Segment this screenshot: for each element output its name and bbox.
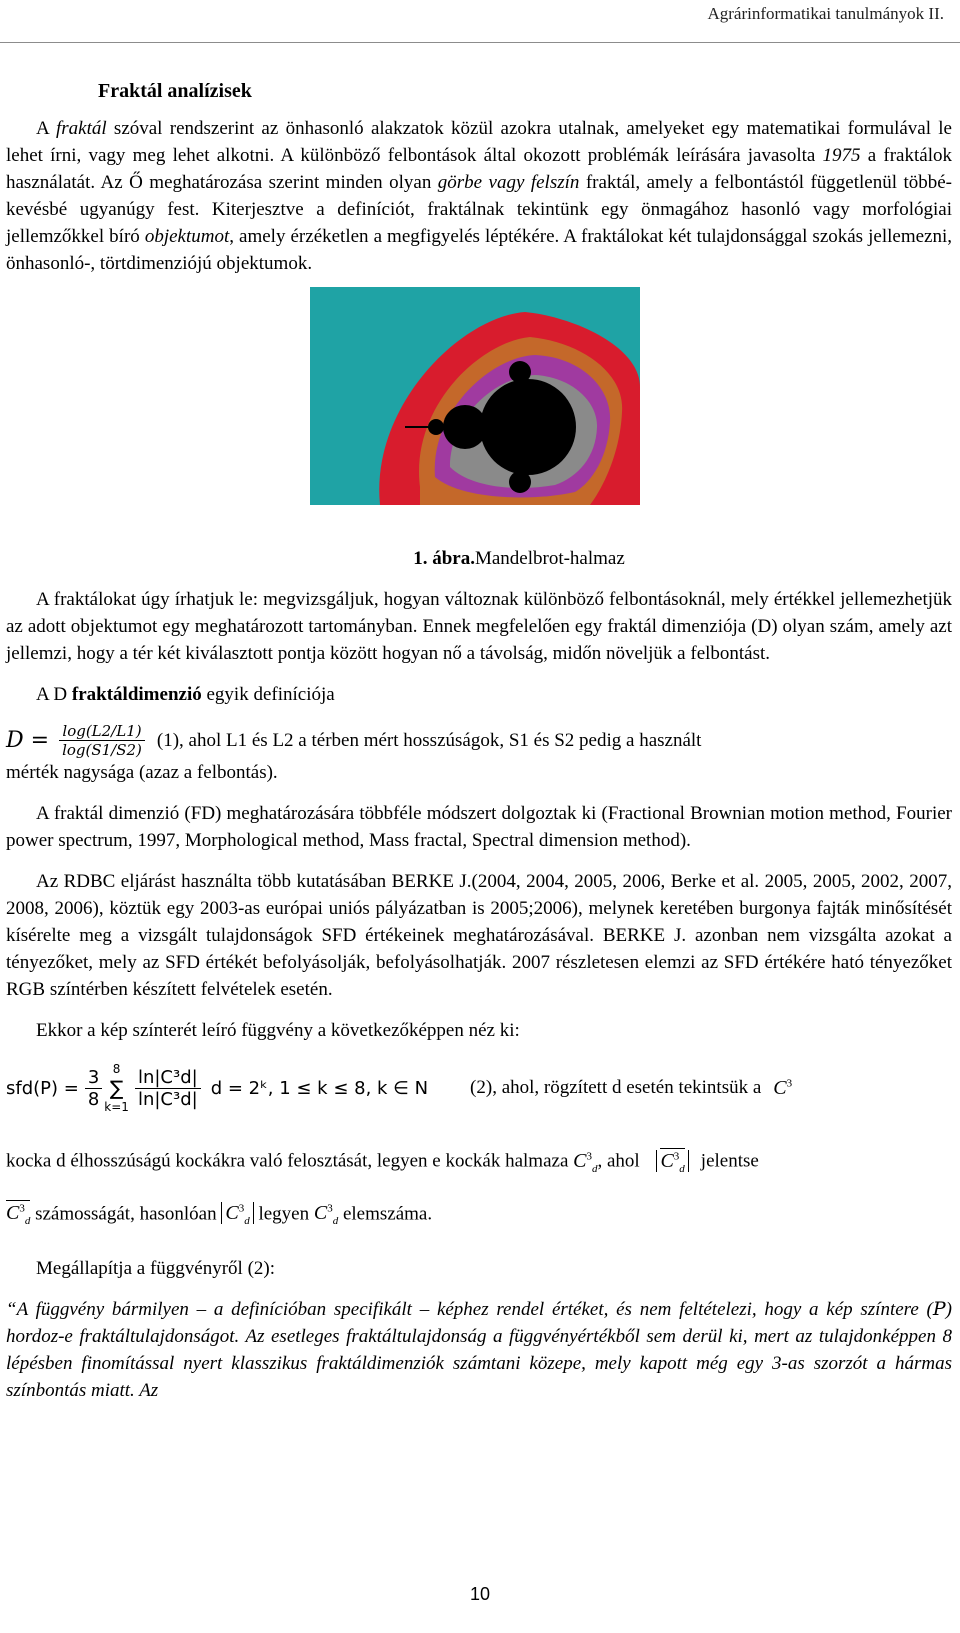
symbol-cd3-2: $C^3_d$ [313, 1202, 339, 1228]
symbol-abs-cd3: $C^3_d$ [656, 1150, 688, 1172]
paragraph-cube-partition: kocka d élhosszúságú kockákra való felosztását, legyen e kockák halmaza $C^3_d$, ahol $C^3_d$ jelentse [6, 1149, 759, 1175]
formula-1-numerator: log(L2/L1) [59, 722, 144, 741]
paragraph-quote: “A függvény bármilyen – a definícióban specifikált – képhez rendel értéket, és nem feltételezi, hogy a kép színtere (P) hordoz-e fraktáltulajdonságot. Az esetleges fraktáltulajdonság a függvényértékből sem derül ki, mert az tulajdonképpen 8 lépésben finomítással nyert klasszikus fraktáldimenziók számtani közepe, mely kapott még egy 3-as szorzót a hármas színbontás miatt. Az [6, 1298, 952, 1402]
formula-2-coefficient: $\frac{3}{8}$ [85, 1067, 102, 1110]
page-content [6, 72, 952, 1404]
paragraph-definition-intro: A D fraktáldimenzió egyik definíciója [36, 684, 335, 705]
paragraph-function-statement: Megállapítja a függvényről (2): [36, 1258, 276, 1280]
formula-1-explanation: (1), ahol L1 és L2 a térben mért hosszúságok, S1 és S2 pedig a használt [156, 729, 702, 751]
running-header: Agrárinformatikai tanulmányok II. [707, 4, 944, 23]
paragraph-description: A fraktálokat úgy írhatjuk le: megvizsgáljuk, hogyan változnak különböző felbontásoknál, mely értékkel jellemezhetjük az adott objektumot egy meghatározott tartományban. Ennek megfelelően egy fraktál dimenziója (D) olyan szám, amely azt jellemzi, hogy a tér két kiválasztott pontja között hogyan nő a távolság, midőn növeljük a felbontást. [6, 589, 952, 664]
formula-1-denominator: log(S1/S2) [62, 741, 142, 759]
term-fraktal: fraktál [55, 118, 107, 139]
mandelbrot-bulb [443, 405, 487, 449]
formula-2-inner-fraction: $\frac{\text{ln|C³d|}}{\text{ln|C³d|}}$ [135, 1067, 201, 1110]
symbol-c3: $C^3$ [773, 1076, 793, 1099]
formula-1-lhs: D = [6, 728, 50, 753]
section-heading: Fraktál analízisek [98, 80, 252, 102]
figure-caption: 1. ábra.Mandelbrot-halmaz [413, 548, 625, 569]
formula-1-continuation: mérték nagysága (azaz a felbontás). [6, 762, 278, 783]
paragraph-function-intro: Ekkor a kép színterét leíró függvény a következőképpen néz ki: [36, 1020, 520, 1041]
formula-2-explanation: (2), ahol, rögzített d esetén tekintsük a [470, 1077, 762, 1098]
formula-2-lhs: sfd(P) = [6, 1077, 79, 1099]
symbol-abs-cd3-2: $C^3_d$ [221, 1202, 253, 1224]
term-objektum: objektumot [144, 226, 230, 247]
formula-2-row [6, 1062, 952, 1114]
symbol-cd3: $C^3_d$ [573, 1149, 598, 1175]
formula-2-rhs: d = 2ᵏ, 1 ≤ k ≤ 8, k ∈ N [210, 1077, 429, 1099]
paragraph-fractal-intro: A fraktál szóval rendszerint az önhasonló alakzatok közül azokra utalnak, amelyeket egy matematikai formulával le lehet írni, vagy meg lehet alkotni. A különböző felbontások által okozott problémák leírására javasolta 1975 a fraktálok használatát. Az Ő meghatározása szerint minden olyan görbe vagy felszín fraktál, amely a felbontástól függetlenül többé-kevésbé ugyanúgy fest. Kiterjesztve a definíciót, fraktálnak tekintünk egy önmagához hasonló vagy morfológiai jellemzőkkel bíró objektumot, amely érzéketlen a megfigyelés léptékére. A fraktálokat két tulajdonsággal szokás jellemezni, önhasonló-, törtdimenziójú objektumok. [6, 118, 952, 274]
term-gorbe: görbe vagy felszín [437, 172, 580, 193]
paragraph-rdbc: Az RDBC eljárást használta több kutatásában BERKE J.(2004, 2004, 2005, 2006, Berke et al. 2005, 2005, 2002, 2007, 2008, 2006), köztük egy 2003-as európai uniós pályázatban is 2005;2006), melynek keretében burgonya fajták minősítését kísérelte meg a vizsgált tulajdonságok SFD értékeinek meghatározásával. BERKE J. azonban nem vizsgálta azokat a tényezőket, mely az SFD értékét befolyásolják, befolyásolhatják. 2007 részletesen elemzi az SFD értékére ható tényezőket RGB színtérben készített felvételek esetén. [6, 871, 952, 1000]
year-1975: 1975 [822, 145, 861, 166]
formula-1-fraction [59, 722, 145, 759]
author-berke-2: BERKE J. [602, 925, 687, 946]
header-rule [0, 42, 960, 43]
author-berke-1: BERKE J. [391, 871, 472, 892]
mandelbrot-top-bulb [509, 361, 531, 383]
mandelbrot-image [310, 287, 640, 505]
symbol-overline-cd3: $C^3_d$ [6, 1202, 31, 1228]
paragraph-cardinality: $C^3_d$ számosságát, hasonlóan $C^3_d$ legyen $C^3_d$ elemszáma. [6, 1202, 433, 1228]
formula-1-row [6, 722, 952, 759]
paragraph-fd-methods: A fraktál dimenzió (FD) meghatározására többféle módszert dolgoztak ki (Fractional Brownian motion method, Fourier power spectrum, 1997, Morphological method, Mass fractal, Spectral dimension method). [6, 803, 952, 851]
mandelbrot-bottom-bulb [509, 471, 531, 493]
mandelbrot-cardioid [480, 379, 576, 475]
mandelbrot-minor-bulb [428, 419, 444, 435]
mandelbrot-figure [310, 287, 640, 505]
formula-2-sum: 8 ∑ k=1 [104, 1062, 129, 1114]
page-number: 10 [469, 1584, 491, 1604]
